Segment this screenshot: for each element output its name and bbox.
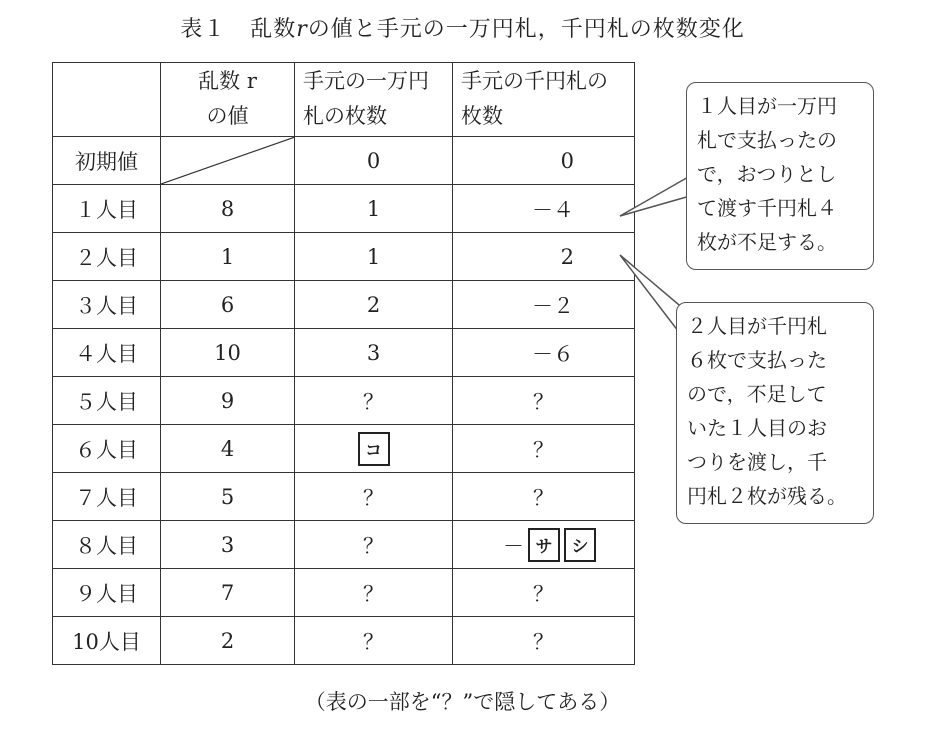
cell-r: 9 (161, 377, 295, 425)
row-label: ８人目 (53, 521, 161, 569)
cell-man: 2 (295, 281, 453, 329)
cell-sen: ？ (453, 569, 635, 617)
cell-man: 1 (295, 233, 453, 281)
row-label: ４人目 (53, 329, 161, 377)
row-label: 初期値 (53, 137, 161, 185)
cell-sen: －２ (453, 281, 635, 329)
cell-man: ？ (295, 521, 453, 569)
header-1000-count: 手元の千円札の 枚数 (453, 63, 635, 137)
cell-r: 3 (161, 521, 295, 569)
row-label: ７人目 (53, 473, 161, 521)
title-text-a: 乱数 (250, 17, 297, 42)
cell-man: 1 (295, 185, 453, 233)
callout-first-person: １人目が一万円 札で支払ったの で，おつりとし て渡す千円札４ 枚が不足する。 (686, 82, 874, 270)
cell-r: 10 (161, 329, 295, 377)
cell-sen: ？ (453, 473, 635, 521)
callout-second-person: ２人目が千円札 ６枚で支払った ので，不足して いた１人目のお つりを渡し，千 円札２枚が残る。 (676, 302, 874, 524)
cell-sen: 0 (453, 137, 635, 185)
cell-man: ？ (295, 377, 453, 425)
cell-sen: －６ (453, 329, 635, 377)
cell-sen: －４ (453, 185, 635, 233)
minus-sign: － (503, 533, 524, 558)
cell-man: ？ (295, 617, 453, 665)
cell-r: 1 (161, 233, 295, 281)
cell-man: ？ (295, 569, 453, 617)
row-label: １人目 (53, 185, 161, 233)
title-text-b: の値と手元の一万円札，千円札の枚数変化 (307, 17, 745, 42)
row-label: ３人目 (53, 281, 161, 329)
cell-man: 3 (295, 329, 453, 377)
row-label: ９人目 (53, 569, 161, 617)
title-variable: r (296, 17, 308, 42)
cell-sen: ？ (453, 617, 635, 665)
cell-sen: 2 (453, 233, 635, 281)
table-caption: （表の一部を“？”で隠してある） (304, 690, 621, 714)
header-random: 乱数 r の値 (161, 63, 295, 137)
row-label: ２人目 (53, 233, 161, 281)
cell-r: 7 (161, 569, 295, 617)
title-prefix: 表１ (180, 17, 227, 42)
cell-r: 6 (161, 281, 295, 329)
cell-r: 4 (161, 425, 295, 473)
answer-box-ko[interactable]: コ (358, 432, 390, 466)
cell-r: 8 (161, 185, 295, 233)
header-10000-count: 手元の一万円 札の枚数 (295, 63, 453, 137)
cell-man: 0 (295, 137, 453, 185)
cell-sen: ？ (453, 377, 635, 425)
answer-box-shi[interactable]: シ (564, 528, 596, 562)
cell-r: 5 (161, 473, 295, 521)
answer-box-sa[interactable]: サ (528, 528, 560, 562)
cell-man: ？ (295, 473, 453, 521)
cell-r: 2 (161, 617, 295, 665)
row-label: ６人目 (53, 425, 161, 473)
cell-sen: ？ (453, 425, 635, 473)
row-label: 10人目 (53, 617, 161, 665)
row-label: ５人目 (53, 377, 161, 425)
